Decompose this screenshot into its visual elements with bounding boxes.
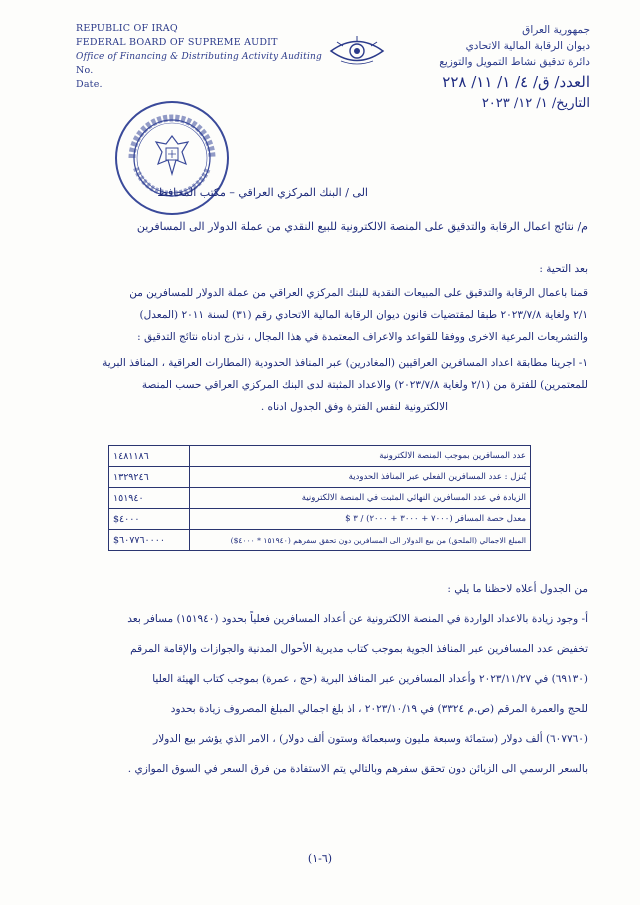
board-en: FEDERAL BOARD OF SUPREME AUDIT xyxy=(76,37,278,48)
table-cell-label: يُنزل : عدد المسافرين الفعلي عبر المنافذ الحدودية xyxy=(190,467,531,488)
office-en: Office of Financing & Distributing Activity Auditing xyxy=(76,52,322,62)
table-row xyxy=(109,530,531,551)
table-row xyxy=(109,446,531,467)
subject: م/ نتائج اعمال الرقابة والتدقيق على المنصة الالكترونية للبيع النقدي من عملة الدولار الى المسافرين xyxy=(136,220,588,233)
table-cell-value: ١٥١٩٤٠ xyxy=(109,488,190,509)
table-cell-value: $٦٠٧٧٦٠٠٠٠ xyxy=(109,530,190,551)
page-number: (٦-١) xyxy=(307,852,333,865)
table-cell-value: ١٣٢٩٢٤٦ xyxy=(109,467,190,488)
addressee: الى / البنك المركزي العراقي – مكتب المحافظ xyxy=(157,186,368,199)
findings-line-3: (٦٩١٣٠) في ٢٠٢٣/١١/٢٧ وأعداد المسافرين عبر المنافذ البرية (حج ، عمرة) بموجب كتاب الهيئة العليا xyxy=(152,673,588,685)
table-cell-label: عدد المسافرين بموجب المنصة الالكترونية xyxy=(190,446,531,467)
letter-intro xyxy=(68,258,588,418)
table-cell-value: ١٤٨١١٨٦ xyxy=(109,446,190,467)
findings-line-1: أ- وجود زيادة بالاعداد الواردة في المنصة الالكترونية عن أعداد المسافرين فعلياً بحدود (١٥١٩٤٠) مسافر بعد xyxy=(127,613,588,625)
letter-date: التاريخ/ ١/ ١٢/ ٢٠٢٣ xyxy=(481,96,590,111)
country-en: REPUBLIC OF IRAQ xyxy=(76,23,178,34)
header-english xyxy=(76,22,322,92)
table-row xyxy=(109,467,531,488)
office-ar: دائرة تدقيق نشاط التمويل والتوزيع xyxy=(439,56,590,68)
table-cell-label: الزيادة في عدد المسافرين النهائي المثبت في المنصة الالكترونية xyxy=(190,488,531,509)
intro-line-2: ٢/١ ولغاية ٢٠٢٣/٧/٨ طبقا لمقتضيات قانون ديوان الرقابة المالية الاتحادي رقم (٣١) لسنة ٢٠١١ (المعدل) xyxy=(139,309,588,321)
item1-line-1: ١- اجرينا مطابقة اعداد المسافرين العراقيين (المغادرين) عبر المنافذ الحدودية (المطارات العراقية ، المنافذ البرية xyxy=(102,357,588,369)
findings-line-6: بالسعر الرسمي الى الزبائن دون تحقق سفرهم وبالتالي يتم الاستفادة من فرق السعر في السوق الموازي . xyxy=(127,763,588,775)
header-arabic xyxy=(390,22,590,112)
intro-line-3: والتشريعات المرعية الاخرى ووفقا للقواعد والاعراف المعتمدة في هذا المجال ، نذرج ادناه نتائج التدقيق : xyxy=(137,331,588,343)
findings-intro: من الجدول أعلاه لاحظنا ما يلي : xyxy=(447,583,588,595)
travelers-table xyxy=(108,445,531,551)
intro-line-1: قمنا باعمال الرقابة والتدقيق على المبيعات النقدية للبنك المركزي العراقي من عملة الدولار للمسافرين من xyxy=(129,287,588,299)
table-cell-label: معدل حصة المسافر (٧٠٠٠ + ٣٠٠٠ + ٢٠٠٠) / ٣ $ xyxy=(190,509,531,530)
country-ar: جمهورية العراق xyxy=(522,24,590,36)
reference-number: العدد/ ق/ ٤/ ١/ ١١/ ٢٢٨ xyxy=(442,73,590,91)
item1-line-3: الالكترونية لنفس الفترة وفق الجدول ادناه . xyxy=(260,401,448,413)
table-row xyxy=(109,488,531,509)
no-label: No. xyxy=(76,65,94,76)
table-cell-label: المبلغ الاجمالي (الملحق) من بيع الدولار الى المسافرين دون تحقق سفرهم (١٥١٩٤٠ * ٤٠٠٠$) xyxy=(190,530,531,551)
eye-logo-icon xyxy=(327,34,387,68)
greeting: بعد التحية : xyxy=(539,263,588,275)
findings-line-2: تخفيض عدد المسافرين عبر المنافذ الجوية بموجب كتاب مديرية الأحوال المدنية والجوازات والإقامة المرقم xyxy=(130,643,588,655)
findings-line-4: للحج والعمرة المرقم (ص.م ٣٣٢٤) في ٢٠٢٣/١٠/١٩ ، اذ بلغ اجمالي المبلغ المصروف زيادة بحدود xyxy=(170,703,588,715)
findings-section xyxy=(68,574,588,784)
table-cell-value: $٤٠٠٠ xyxy=(109,509,190,530)
table-row xyxy=(109,509,531,530)
letter-heading xyxy=(68,182,588,238)
board-ar: ديوان الرقابة المالية الاتحادي xyxy=(465,40,590,52)
item1-line-2: للمعتمرين) للفترة من (٢/١ ولغاية ٢٠٢٣/٧/٨) والاعداد المثبتة لدى البنك المركزي العراقي حسب المنصة xyxy=(141,379,588,391)
date-label: Date. xyxy=(76,79,103,90)
findings-line-5: (٦٠٧٧٦٠) ألف دولار (ستمائة وسبعة مليون وسبعمائة وستون ألف دولار) ، الامر الذي يؤشر بيع الدولار xyxy=(153,733,588,745)
